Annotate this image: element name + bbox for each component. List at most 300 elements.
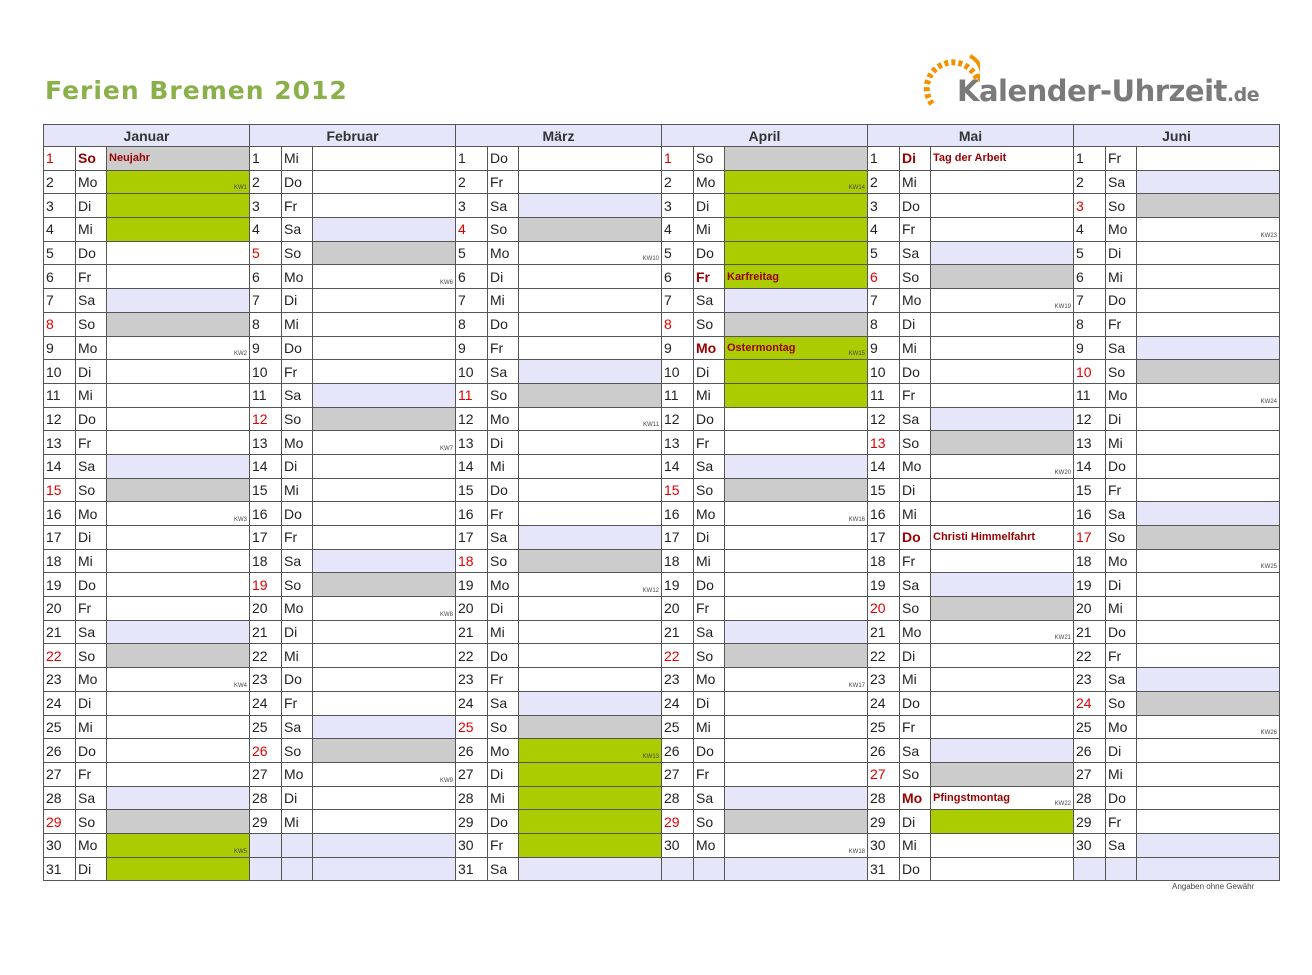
day-number: 29 [868,810,900,834]
day-info [725,502,868,526]
weekday: So [282,241,313,265]
weekday: Do [76,241,107,265]
day-info [1137,739,1280,763]
day-info [519,857,662,881]
day-number: 11 [662,383,694,407]
day-info [519,360,662,384]
day-number: 4 [662,218,694,242]
calendar-week-label: KW3 [233,517,247,523]
day-number: 17 [456,526,488,550]
day-number: 23 [44,668,76,692]
day-number: 16 [868,502,900,526]
day-number: 21 [868,620,900,644]
day-info [725,383,868,407]
weekday: Mi [76,383,107,407]
weekday: Sa [488,194,519,218]
day-number: 1 [44,147,76,171]
day-info [313,312,456,336]
day-info [313,668,456,692]
day-info [313,360,456,384]
day-number: 2 [250,170,282,194]
day-number: 23 [1074,668,1106,692]
day-number: 25 [868,715,900,739]
day-info [519,762,662,786]
day-info [1137,312,1280,336]
weekday: Do [900,194,931,218]
day-number: 31 [456,857,488,881]
calendar-week-label: KW14 [848,185,865,192]
holiday-name: Neujahr [109,152,150,165]
weekday: Fr [1106,147,1137,171]
day-info [1137,526,1280,550]
weekday: Mi [900,502,931,526]
day-number: 6 [1074,265,1106,289]
day-info [931,857,1074,881]
day-info [519,833,662,857]
weekday: Fr [282,360,313,384]
weekday: Do [900,360,931,384]
day-number: 4 [44,218,76,242]
weekday: Fr [900,549,931,573]
day-info [725,810,868,834]
day-row [44,597,1280,621]
day-number: 9 [1074,336,1106,360]
day-info [107,454,250,478]
day-number: 25 [44,715,76,739]
day-number: 14 [44,454,76,478]
day-number: 6 [868,265,900,289]
weekday: Mi [488,620,519,644]
day-number: 24 [456,691,488,715]
day-info [519,526,662,550]
day-number: 15 [456,478,488,502]
weekday: Di [488,597,519,621]
weekday: Di [900,312,931,336]
holiday-name: Tag der Arbeit [933,152,1007,165]
day-row [44,549,1280,573]
day-number: 10 [44,360,76,384]
day-info [725,431,868,455]
day-number: 18 [44,549,76,573]
day-row [44,715,1280,739]
weekday: Di [694,194,725,218]
day-number: 22 [1074,644,1106,668]
day-info [725,360,868,384]
weekday: Di [282,786,313,810]
day-number: 17 [44,526,76,550]
day-number: 8 [456,312,488,336]
weekday: Mo [1106,383,1137,407]
day-info [1137,786,1280,810]
weekday: So [1106,194,1137,218]
day-row [44,478,1280,502]
day-row [44,170,1280,194]
day-number: 9 [662,336,694,360]
weekday: Di [76,526,107,550]
weekday: So [76,478,107,502]
weekday: So [900,762,931,786]
day-info [107,407,250,431]
day-info [931,170,1074,194]
calendar-week-label: KW23 [1260,232,1277,239]
calendar-table [43,124,1280,881]
day-row [44,644,1280,668]
calendar-week-label: KW9 [439,777,453,784]
weekday: So [282,739,313,763]
weekday: So [488,549,519,573]
day-info [313,597,456,621]
day-info [1137,147,1280,171]
day-info [107,597,250,621]
calendar-week-label: KW19 [1054,303,1071,310]
day-number: 27 [44,762,76,786]
weekday: So [694,810,725,834]
day-info [1137,502,1280,526]
weekday: Mo [282,762,313,786]
day-info [1137,668,1280,692]
weekday: Do [694,739,725,763]
day-number: 31 [44,857,76,881]
day-number: 28 [1074,786,1106,810]
day-number: 16 [662,502,694,526]
weekday: Sa [76,454,107,478]
day-row [44,526,1280,550]
day-info [107,265,250,289]
weekday: Do [694,573,725,597]
weekday: Sa [900,407,931,431]
weekday: Fr [694,431,725,455]
day-info [519,431,662,455]
day-info [519,786,662,810]
weekday: Do [282,668,313,692]
day-number: 1 [662,147,694,171]
day-info [519,691,662,715]
weekday: So [1106,691,1137,715]
weekday: Do [282,502,313,526]
day-number: 24 [250,691,282,715]
weekday: So [488,383,519,407]
day-info [725,407,868,431]
day-info [1137,691,1280,715]
day-info [931,147,1074,171]
calendar-week-label: KW5 [233,848,247,855]
day-info [725,762,868,786]
weekday: Mo [76,170,107,194]
weekday: Fr [1106,312,1137,336]
day-info [313,620,456,644]
day-number: 2 [1074,170,1106,194]
weekday: Fr [282,691,313,715]
weekday: Mo [282,431,313,455]
day-number: 4 [250,218,282,242]
day-number: 12 [250,407,282,431]
day-number: 23 [662,668,694,692]
day-info [519,383,662,407]
weekday: Sa [282,218,313,242]
day-info [519,312,662,336]
day-info [1137,833,1280,857]
day-row [44,289,1280,313]
day-number: 29 [1074,810,1106,834]
weekday: Sa [1106,668,1137,692]
day-number: 15 [662,478,694,502]
day-info [1137,241,1280,265]
day-row [44,833,1280,857]
day-info [931,762,1074,786]
weekday: Mo [694,668,725,692]
weekday: Mi [1106,597,1137,621]
day-info [519,620,662,644]
day-info [931,691,1074,715]
day-number: 12 [662,407,694,431]
weekday: Mi [488,289,519,313]
day-number: 15 [250,478,282,502]
day-number: 4 [456,218,488,242]
day-info [1137,431,1280,455]
day-number: 10 [456,360,488,384]
weekday: Mo [1106,549,1137,573]
day-info [725,833,868,857]
weekday: Mi [694,715,725,739]
day-number: 8 [1074,312,1106,336]
weekday: So [900,265,931,289]
day-info [931,620,1074,644]
day-info [313,454,456,478]
day-info [725,289,868,313]
day-number: 1 [250,147,282,171]
day-number: 6 [456,265,488,289]
day-number: 17 [250,526,282,550]
day-number: 25 [1074,715,1106,739]
day-info [107,739,250,763]
weekday: Mo [488,407,519,431]
weekday: Fr [76,431,107,455]
weekday [282,857,313,881]
weekday: So [76,810,107,834]
day-info [725,194,868,218]
day-number: 22 [662,644,694,668]
calendar-week-label: KW21 [1054,635,1071,642]
day-info [725,478,868,502]
day-number: 30 [662,833,694,857]
day-info [313,526,456,550]
kalender-uhrzeit-logo[interactable] [920,44,1260,110]
day-info [519,739,662,763]
day-row [44,502,1280,526]
weekday: Di [488,431,519,455]
day-info [1137,454,1280,478]
day-number: 9 [868,336,900,360]
day-info [519,336,662,360]
day-info [931,478,1074,502]
day-number: 15 [868,478,900,502]
day-number: 2 [662,170,694,194]
day-number: 2 [456,170,488,194]
day-number: 24 [868,691,900,715]
day-info [519,147,662,171]
day-number: 13 [250,431,282,455]
weekday: Fr [1106,478,1137,502]
day-number: 20 [250,597,282,621]
weekday: Mo [488,739,519,763]
day-number: 25 [662,715,694,739]
weekday: Mi [900,668,931,692]
day-number: 22 [868,644,900,668]
day-info [725,644,868,668]
weekday: Sa [900,573,931,597]
weekday: Fr [488,170,519,194]
day-info [107,691,250,715]
weekday: Di [76,691,107,715]
weekday: So [900,431,931,455]
day-info [107,857,250,881]
day-number: 29 [662,810,694,834]
day-number: 4 [1074,218,1106,242]
day-info [725,620,868,644]
day-info [931,549,1074,573]
calendar-week-label: KW26 [1260,730,1277,737]
weekday: Di [76,360,107,384]
day-info [931,573,1074,597]
day-number: 22 [456,644,488,668]
weekday: Fr [488,668,519,692]
day-number: 8 [250,312,282,336]
day-info [931,194,1074,218]
day-info [931,431,1074,455]
month-header: Mai [868,125,1074,147]
day-info [931,739,1074,763]
day-number: 7 [44,289,76,313]
weekday: Sa [76,289,107,313]
day-row [44,668,1280,692]
day-row [44,194,1280,218]
day-number: 23 [868,668,900,692]
weekday: Do [900,691,931,715]
day-info [725,857,868,881]
holiday-name: Pfingstmontag [933,791,1010,804]
weekday: So [488,218,519,242]
day-number: 9 [456,336,488,360]
calendar-week-label: KW11 [643,422,659,429]
day-number: 27 [662,762,694,786]
day-info [1137,360,1280,384]
day-number: 9 [250,336,282,360]
weekday: So [1106,526,1137,550]
day-number: 19 [44,573,76,597]
day-number: 21 [662,620,694,644]
day-info [1137,762,1280,786]
day-number: 8 [44,312,76,336]
day-info [1137,549,1280,573]
day-info [107,478,250,502]
day-number: 24 [662,691,694,715]
calendar-week-label: KW8 [439,611,453,618]
calendar-week-label: KW12 [642,588,659,595]
day-info [931,289,1074,313]
day-number: 7 [1074,289,1106,313]
weekday: Do [694,241,725,265]
day-info [931,383,1074,407]
weekday: Sa [488,526,519,550]
day-info [1137,336,1280,360]
weekday: So [694,312,725,336]
weekday: Fr [76,597,107,621]
day-row [44,241,1280,265]
day-number: 28 [44,786,76,810]
day-row [44,431,1280,455]
day-info [1137,407,1280,431]
day-info [1137,478,1280,502]
calendar-week-label: KW15 [848,351,865,358]
weekday: So [694,478,725,502]
day-info [519,478,662,502]
day-info [931,833,1074,857]
day-number [662,857,694,881]
weekday: Fr [282,526,313,550]
calendar-week-label: KW7 [439,445,453,452]
weekday: Mi [76,218,107,242]
day-number: 26 [1074,739,1106,763]
day-info [313,336,456,360]
day-number: 7 [250,289,282,313]
day-number: 26 [250,739,282,763]
day-info [107,668,250,692]
day-info [931,644,1074,668]
weekday: Mo [488,241,519,265]
day-number: 14 [250,454,282,478]
day-number: 25 [456,715,488,739]
day-info [1137,857,1280,881]
weekday: So [76,147,107,171]
weekday [1106,857,1137,881]
day-info [519,407,662,431]
weekday: Sa [694,454,725,478]
day-row [44,691,1280,715]
weekday: Sa [488,857,519,881]
day-info [107,336,250,360]
day-number: 14 [662,454,694,478]
day-info [313,431,456,455]
day-info [313,407,456,431]
month-header: Januar [44,125,250,147]
weekday: Fr [488,502,519,526]
day-number: 15 [44,478,76,502]
calendar-week-label: KW10 [642,256,659,263]
day-info [519,715,662,739]
weekday: Di [900,810,931,834]
day-number: 5 [662,241,694,265]
day-number: 6 [250,265,282,289]
day-info [725,241,868,265]
weekday: Mi [488,786,519,810]
day-info [313,218,456,242]
weekday: Mo [488,573,519,597]
day-number: 12 [456,407,488,431]
day-number: 13 [868,431,900,455]
weekday: Mo [694,502,725,526]
day-number: 20 [44,597,76,621]
day-number: 11 [250,383,282,407]
day-info [107,526,250,550]
day-number: 12 [1074,407,1106,431]
weekday: Do [282,170,313,194]
day-number: 21 [1074,620,1106,644]
weekday: So [488,715,519,739]
day-number: 24 [44,691,76,715]
day-number: 18 [1074,549,1106,573]
day-number: 20 [868,597,900,621]
day-number: 19 [868,573,900,597]
